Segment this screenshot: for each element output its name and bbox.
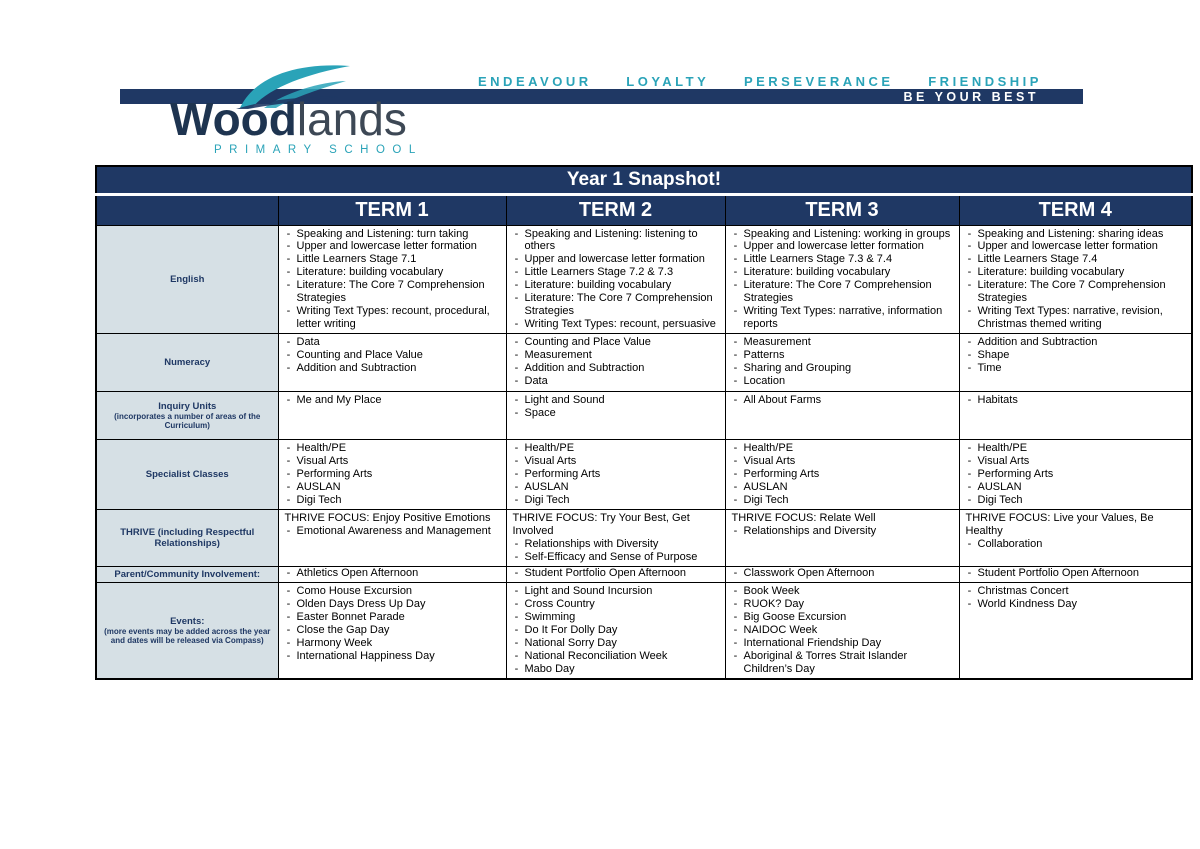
list-item: - Digi Tech [962,494,1188,507]
list-item: - All About Farms [728,394,955,407]
school-values [478,74,1042,89]
term-cell [278,392,506,440]
list-item: - Book Week [728,585,955,598]
list-item: - Classwork Open Afternoon [728,567,955,580]
school-logo [168,62,468,162]
term-cell [959,392,1192,440]
list-item: - Literature: building vocabulary [728,266,955,279]
list-item: - Upper and lowercase letter formation [509,253,721,266]
term-1-header: TERM 1 [278,194,506,225]
list-item: - Data [509,375,721,388]
cell-heading: THRIVE FOCUS: Relate Well [731,512,876,525]
row-label: Events: (more events may be added across the year and dates will be released via Compass) [96,583,278,679]
list-item: - Cross Country [509,598,721,611]
term-cell [278,334,506,392]
list-item: - AUSLAN [962,481,1188,494]
term-cell [506,440,725,510]
cell-heading: THRIVE FOCUS: Enjoy Positive Emotions [284,512,491,525]
row-label: Inquiry Units (incorporates a number of areas of the Curriculum) [96,392,278,440]
list-item: - Swimming [509,611,721,624]
list-item: - Writing Text Types: recount, persuasive [509,318,721,331]
list-item: - Aboriginal & Torres Strait Islander Children’s Day [728,650,955,676]
list-item: - Addition and Subtraction [962,336,1188,349]
list-item: - Collaboration [962,538,1188,551]
logo-wordmark [170,93,407,145]
logo-tagline: PRIMARY SCHOOL [214,144,423,156]
list-item: - International Friendship Day [728,637,955,650]
list-item: - Time [962,362,1188,375]
list-item: - Self-Efficacy and Sense of Purpose [509,551,721,564]
term-cell [506,392,725,440]
list-item: - Location [728,375,955,388]
table-row [96,392,1192,440]
list-item: - Digi Tech [728,494,955,507]
term-cell [506,583,725,679]
snapshot-body [96,225,1192,679]
term-cell [725,510,959,567]
value-endeavour: ENDEAVOUR [478,74,592,89]
list-item: - International Happiness Day [281,650,502,663]
list-item: - Performing Arts [728,468,955,481]
list-item: - Visual Arts [509,455,721,468]
row-label: THRIVE (including Respectful Relationships) [96,510,278,567]
table-row [96,583,1192,679]
term-cell [725,392,959,440]
term-cell [725,334,959,392]
term-cell [506,225,725,334]
list-item: - Literature: building vocabulary [281,266,502,279]
list-item: - Counting and Place Value [509,336,721,349]
list-item: - Performing Arts [281,468,502,481]
list-item: - AUSLAN [728,481,955,494]
list-item: - Measurement [509,349,721,362]
list-item: - Visual Arts [962,455,1188,468]
list-item: - Visual Arts [281,455,502,468]
value-loyalty: LOYALTY [626,74,710,89]
list-item: - Little Learners Stage 7.4 [962,253,1188,266]
list-item: - Athletics Open Afternoon [281,567,502,580]
title-row [96,166,1192,194]
list-item: - Big Goose Excursion [728,611,955,624]
list-item: - NAIDOC Week [728,624,955,637]
list-item: - Upper and lowercase letter formation [281,240,502,253]
list-item: - Olden Days Dress Up Day [281,598,502,611]
list-item: - Relationships with Diversity [509,538,721,551]
list-item: - AUSLAN [281,481,502,494]
row-label: Parent/Community Involvement: [96,567,278,583]
list-item: - Literature: building vocabulary [509,279,721,292]
list-item: - Literature: The Core 7 Comprehension Strategies [509,292,721,318]
snapshot-table-wrap [95,165,1191,680]
list-item: - Como House Excursion [281,585,502,598]
term-cell [506,334,725,392]
cell-heading: THRIVE FOCUS: Live your Values, Be Healthy [965,512,1154,538]
table-row [96,225,1192,334]
term-cell [725,567,959,583]
list-item: - Data [281,336,502,349]
list-item: - National Reconciliation Week [509,650,721,663]
logo-word-light: lands [296,93,407,145]
list-item: - AUSLAN [509,481,721,494]
list-item: - Speaking and Listening: sharing ideas [962,228,1188,241]
list-item: - Patterns [728,349,955,362]
list-item: - World Kindness Day [962,598,1188,611]
list-item: - Literature: The Core 7 Comprehension Strategies [281,279,502,305]
term-4-header: TERM 4 [959,194,1192,225]
table-row [96,510,1192,567]
list-item: - Digi Tech [281,494,502,507]
term-cell [959,567,1192,583]
list-item: - Christmas Concert [962,585,1188,598]
list-item: - Health/PE [962,442,1188,455]
row-label: Specialist Classes [96,440,278,510]
list-item: - Performing Arts [962,468,1188,481]
list-item: - Health/PE [281,442,502,455]
list-item: - Speaking and Listening: working in groups [728,228,955,241]
snapshot-table [95,165,1193,680]
list-item: - Upper and lowercase letter formation [728,240,955,253]
term-cell [725,225,959,334]
list-item: - Health/PE [509,442,721,455]
list-item: - Measurement [728,336,955,349]
cell-heading: THRIVE FOCUS: Try Your Best, Get Involved [512,512,690,538]
list-item: - Health/PE [728,442,955,455]
list-item: - Emotional Awareness and Management [281,525,502,538]
term-header-row [96,194,1192,225]
list-item: - Literature: The Core 7 Comprehension Strategies [728,279,955,305]
row-label: English [96,225,278,334]
list-item: - Performing Arts [509,468,721,481]
list-item: - National Sorry Day [509,637,721,650]
term-cell [278,567,506,583]
list-item: - Writing Text Types: narrative, information reports [728,305,955,331]
term-cell [959,225,1192,334]
value-friendship: FRIENDSHIP [928,74,1042,89]
table-row [96,440,1192,510]
list-item: - Counting and Place Value [281,349,502,362]
list-item: - Speaking and Listening: turn taking [281,228,502,241]
list-item: - Me and My Place [281,394,502,407]
list-item: - Writing Text Types: recount, procedural, letter writing [281,305,502,331]
term-cell [725,440,959,510]
list-item: - Little Learners Stage 7.2 & 7.3 [509,266,721,279]
row-label: Numeracy [96,334,278,392]
term-cell [959,334,1192,392]
list-item: - Student Portfolio Open Afternoon [509,567,721,580]
list-item: - Literature: building vocabulary [962,266,1188,279]
list-item: - Light and Sound [509,394,721,407]
list-item: - Speaking and Listening: listening to others [509,228,721,254]
motto-text: BE YOUR BEST [903,89,1039,104]
term-cell [959,510,1192,567]
list-item: - Literature: The Core 7 Comprehension Strategies [962,279,1188,305]
list-item: - Addition and Subtraction [281,362,502,375]
list-item: - Do It For Dolly Day [509,624,721,637]
list-item: - Writing Text Types: narrative, revision, Christmas themed writing [962,305,1188,331]
list-item: - Harmony Week [281,637,502,650]
logo-word-bold: Wood [170,93,297,145]
term-cell [506,510,725,567]
corner-cell [96,194,278,225]
term-2-header: TERM 2 [506,194,725,225]
list-item: - Addition and Subtraction [509,362,721,375]
list-item: - Easter Bonnet Parade [281,611,502,624]
list-item: - Close the Gap Day [281,624,502,637]
list-item: - Upper and lowercase letter formation [962,240,1188,253]
term-3-header: TERM 3 [725,194,959,225]
list-item: - Relationships and Diversity [728,525,955,538]
term-cell [278,225,506,334]
term-cell [959,583,1192,679]
term-cell [278,583,506,679]
list-item: - Digi Tech [509,494,721,507]
list-item: - Little Learners Stage 7.3 & 7.4 [728,253,955,266]
term-cell [725,583,959,679]
term-cell [959,440,1192,510]
value-perseverance: PERSEVERANCE [743,74,894,89]
term-cell [506,567,725,583]
list-item: - Visual Arts [728,455,955,468]
list-item: - RUOK? Day [728,598,955,611]
list-item: - Habitats [962,394,1188,407]
list-item: - Little Learners Stage 7.1 [281,253,502,266]
list-item: - Mabo Day [509,663,721,676]
list-item: - Student Portfolio Open Afternoon [962,567,1188,580]
table-row [96,567,1192,583]
term-cell [278,510,506,567]
list-item: - Space [509,407,721,420]
list-item: - Sharing and Grouping [728,362,955,375]
list-item: - Shape [962,349,1188,362]
term-cell [278,440,506,510]
page-title: Year 1 Snapshot! [96,166,1192,194]
table-row [96,334,1192,392]
list-item: - Light and Sound Incursion [509,585,721,598]
